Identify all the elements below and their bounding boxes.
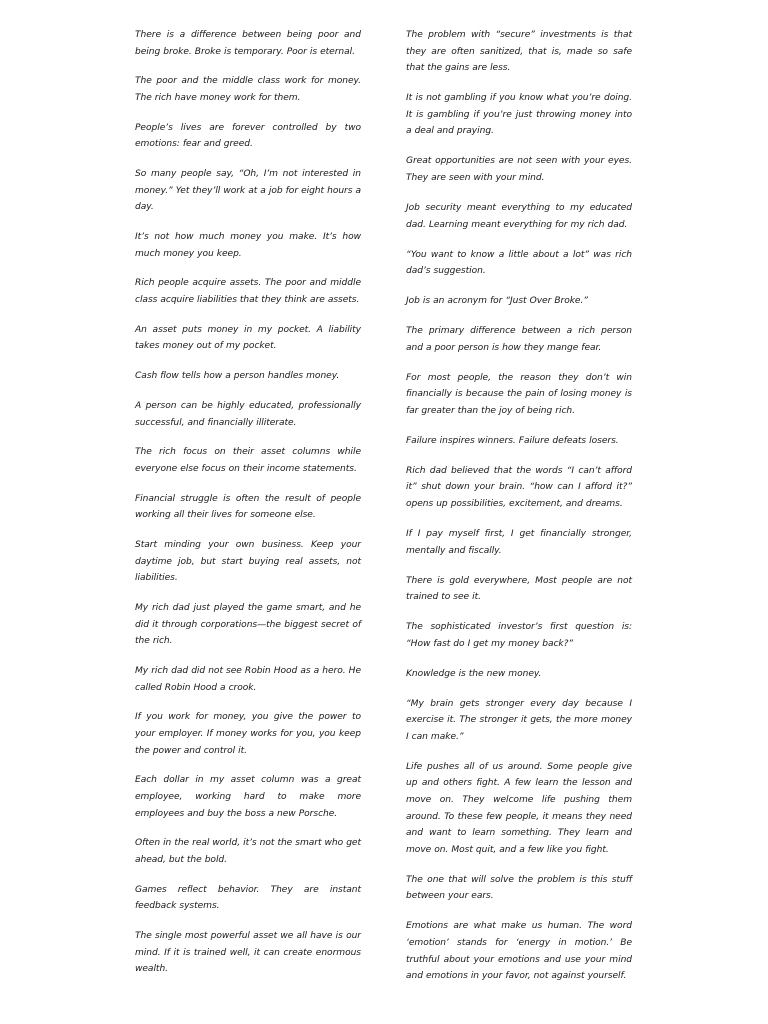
- quote-paragraph: My rich dad just played the game smart, and he did it through corporations—the biggest secret of the rich.: [135, 603, 361, 647]
- quote-paragraph: Great opportunities are not seen with your eyes. They are seen with your mind.: [406, 156, 632, 183]
- quote-paragraph: An asset puts money in my pocket. A liability takes money out of my pocket.: [135, 324, 361, 352]
- quote-paragraph: The poor and the middle class work for money. The rich have money work for them.: [135, 76, 361, 103]
- quote-paragraph: The rich focus on their asset columns while everyone else focus on their income statements.: [135, 447, 361, 474]
- quote-paragraph: The primary difference between a rich person and a poor person is how they mange fear.: [406, 326, 632, 353]
- quote-paragraph: “You want to know a little about a lot” was rich dad’s suggestion.: [406, 249, 632, 277]
- quote-paragraph: “My brain gets stronger every day because I exercise it. The stronger it gets, the more money I can make.”: [406, 698, 632, 742]
- quote-paragraph: Financial struggle is often the result of people working all their lives for someone else.: [135, 493, 361, 521]
- quote-paragraph: If you work for money, you give the power to your employer. If money works for you, you keep the power and control it.: [135, 712, 361, 756]
- quote-paragraph: Rich people acquire assets. The poor and middle class acquire liabilities that they think are assets.: [135, 278, 361, 306]
- quote-paragraph: Often in the real world, it’s not the smart who get ahead, but the bold.: [135, 838, 361, 865]
- quote-paragraph: People’s lives are forever controlled by two emotions: fear and greed.: [135, 122, 361, 150]
- quote-paragraph: Rich dad believed that the words “I can’t afford it” shut down your brain. “how can I afford it?” opens up possibilities, excitement, and dreams.: [406, 465, 632, 509]
- quote-paragraph: Games reflect behavior. They are instant feedback systems.: [135, 884, 361, 912]
- left-column: [135, 27, 361, 991]
- quote-paragraph: The one that will solve the problem is this stuff between your ears.: [406, 874, 632, 902]
- quote-paragraph: If I pay myself first, I get financially stronger, mentally and fiscally.: [406, 528, 632, 556]
- quote-paragraph: Emotions are what make us human. The word ‘emotion’ stands for ‘energy in motion.’ Be truthful about your emotions and use your mind and emotions in your favor, not against yourself.: [406, 921, 632, 982]
- quote-paragraph: So many people say, “Oh, I’m not interested in money.” Yet they’ll work at a job for eight hours a day.: [135, 169, 361, 213]
- quote-paragraph: My rich dad did not see Robin Hood as a hero. He called Robin Hood a crook.: [135, 666, 361, 693]
- quote-paragraph: The single most powerful asset we all have is our mind. If it is trained well, it can create enormous wealth.: [135, 931, 361, 975]
- right-column: [406, 27, 632, 998]
- quote-paragraph: It’s not how much money you make. It’s how much money you keep.: [135, 232, 361, 259]
- quote-paragraph: For most people, the reason they don’t win financially is because the pain of losing money is far greater than the joy of being rich.: [406, 372, 632, 416]
- quote-paragraph: The problem with “secure” investments is that they are often sanitized, that is, made so safe that the gains are less.: [406, 30, 632, 74]
- quote-paragraph: There is gold everywhere, Most people are not trained to see it.: [406, 575, 632, 603]
- quote-paragraph: Life pushes all of us around. Some people give up and others fight. A few learn the lesson and move on. They welcome life pushing them around. To these few people, it means they need and want to learn something. They learn and move on. Most quit, and a few like you fight.: [406, 761, 632, 855]
- quote-paragraph: There is a difference between being poor and being broke. Broke is temporary. Poor is eternal.: [135, 30, 361, 57]
- quote-paragraph: It is not gambling if you know what you’re doing. It is gambling if you’re just throwing money into a deal and praying.: [406, 93, 632, 137]
- quote-paragraph: Each dollar in my asset column was a great employee, working hard to make more employees and buy the boss a new Porsche.: [135, 775, 361, 819]
- quote-paragraph: Job is an acronym for “Just Over Broke.”: [406, 296, 588, 307]
- quote-paragraph: Failure inspires winners. Failure defeats losers.: [406, 435, 619, 446]
- quote-paragraph: Job security meant everything to my educated dad. Learning meant everything for my rich dad.: [406, 202, 632, 230]
- quote-paragraph: The sophisticated investor’s first question is: “How fast do I get my money back?”: [406, 622, 632, 649]
- quote-paragraph: Knowledge is the new money.: [406, 668, 542, 679]
- quote-paragraph: Start minding your own business. Keep your daytime job, but start buying real assets, not liabilities.: [135, 540, 361, 584]
- quote-paragraph: Cash flow tells how a person handles money.: [135, 371, 340, 382]
- quote-paragraph: A person can be highly educated, professionally successful, and financially illiterate.: [135, 401, 361, 428]
